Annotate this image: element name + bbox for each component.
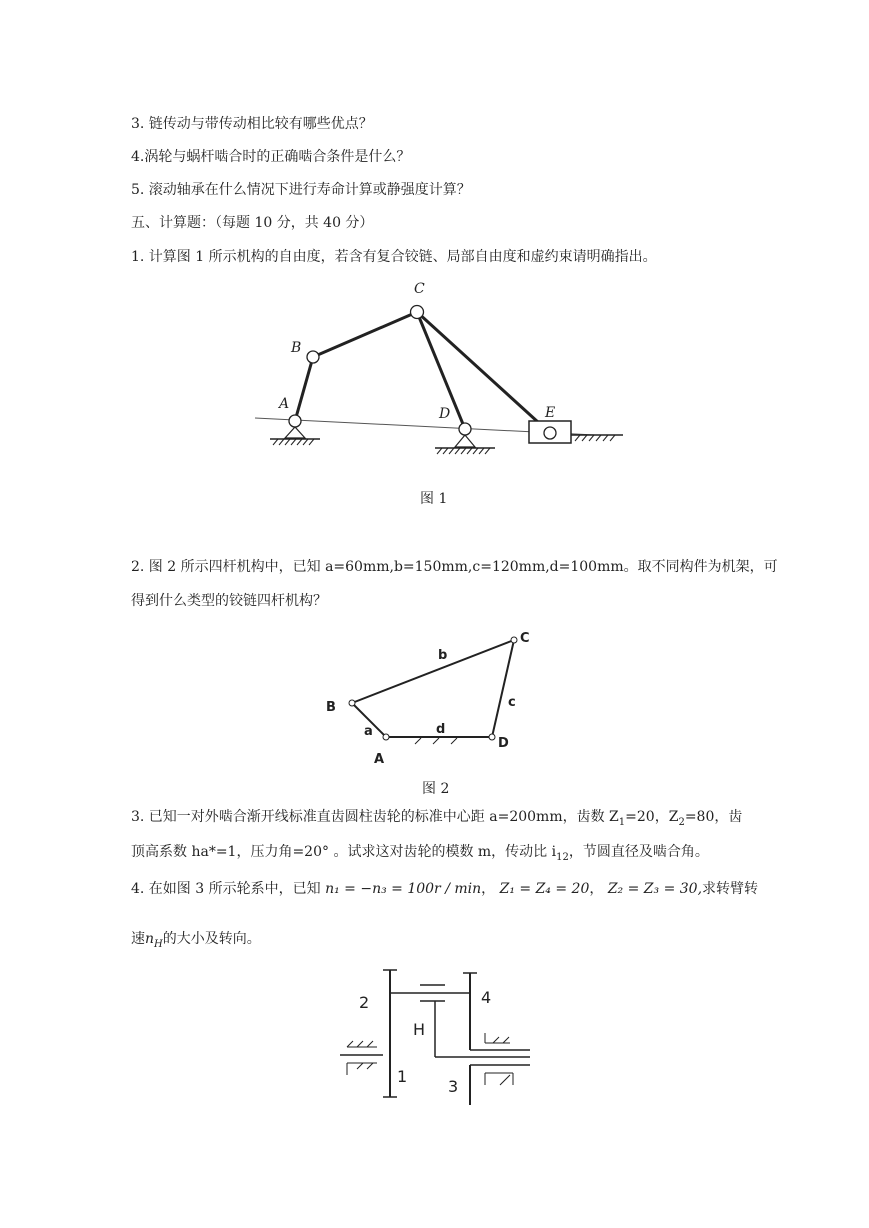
- figure-1-mechanism: [255, 275, 635, 465]
- fig3-label-H: H: [413, 1020, 426, 1039]
- fig1-label-A: A: [279, 396, 290, 412]
- figure-2-caption: 图 2: [422, 781, 450, 797]
- question-3-short: 3. 链传动与带传动相比较有哪些优点？: [131, 116, 373, 132]
- fig3-label-4: 4: [481, 988, 492, 1007]
- fig1-label-B: B: [291, 340, 302, 356]
- calc-question-4-line2: 速$n_H$的大小及转向。: [131, 931, 261, 950]
- question-4-short: 4.涡轮与蜗杆啮合时的正确啮合条件是什么？: [131, 149, 411, 165]
- section-title-calculation: 五、计算题：（每题 10 分，共 40 分）: [131, 215, 374, 231]
- calc-question-2-line1: 2. 图 2 所示四杆机构中，已知 a=60mm,b=150mm,c=120mm,d=100mm。取不同构件为机架，可: [131, 559, 778, 575]
- figure-3-gear-train: [335, 965, 535, 1110]
- fig2-label-d: d: [436, 722, 446, 737]
- fig1-label-E: E: [545, 405, 556, 421]
- fig1-label-C: C: [414, 281, 425, 297]
- calc-question-3-line2: 顶高系数 ha*=1，压力角=20° 。试求这对齿轮的模数 m，传动比 $i_{12}$，节圆直径及啮合角。: [131, 844, 709, 863]
- fig3-label-2: 2: [359, 993, 370, 1012]
- fig1-label-D: D: [439, 406, 451, 422]
- question-5-short: 5. 滚动轴承在什么情况下进行寿命计算或静强度计算？: [131, 182, 471, 198]
- fig2-label-a: a: [364, 724, 373, 739]
- fig2-label-A: A: [374, 752, 385, 767]
- figure-1-caption: 图 1: [420, 491, 448, 507]
- figure-2-four-bar: [320, 625, 540, 765]
- fig2-label-b: b: [438, 648, 448, 663]
- calc-question-3-line1: 3. 已知一对外啮合渐开线标准直齿圆柱齿轮的标准中心距 a=200mm，齿数 $Z_1=20$，$Z_2=80$，齿: [131, 809, 743, 828]
- calc-question-2-line2: 得到什么类型的铰链四杆机构？: [131, 593, 327, 609]
- calc-question-1: 1. 计算图 1 所示机构的自由度，若含有复合铰链、局部自由度和虚约束请明确指出。: [131, 249, 657, 265]
- fig2-label-B: B: [326, 700, 336, 715]
- fig2-label-D: D: [498, 736, 509, 751]
- fig3-label-3: 3: [448, 1077, 459, 1096]
- fig3-label-1: 1: [397, 1067, 408, 1086]
- fig2-label-C: C: [520, 631, 530, 646]
- fig2-label-c: c: [508, 695, 516, 710]
- calc-question-4-line1: 4. 在如图 3 所示轮系中，已知 n₁ = −n₃ = 100r / min， Z₁ = Z₄ = 20， Z₂ = Z₃ = 30,求转臂转: [131, 881, 759, 897]
